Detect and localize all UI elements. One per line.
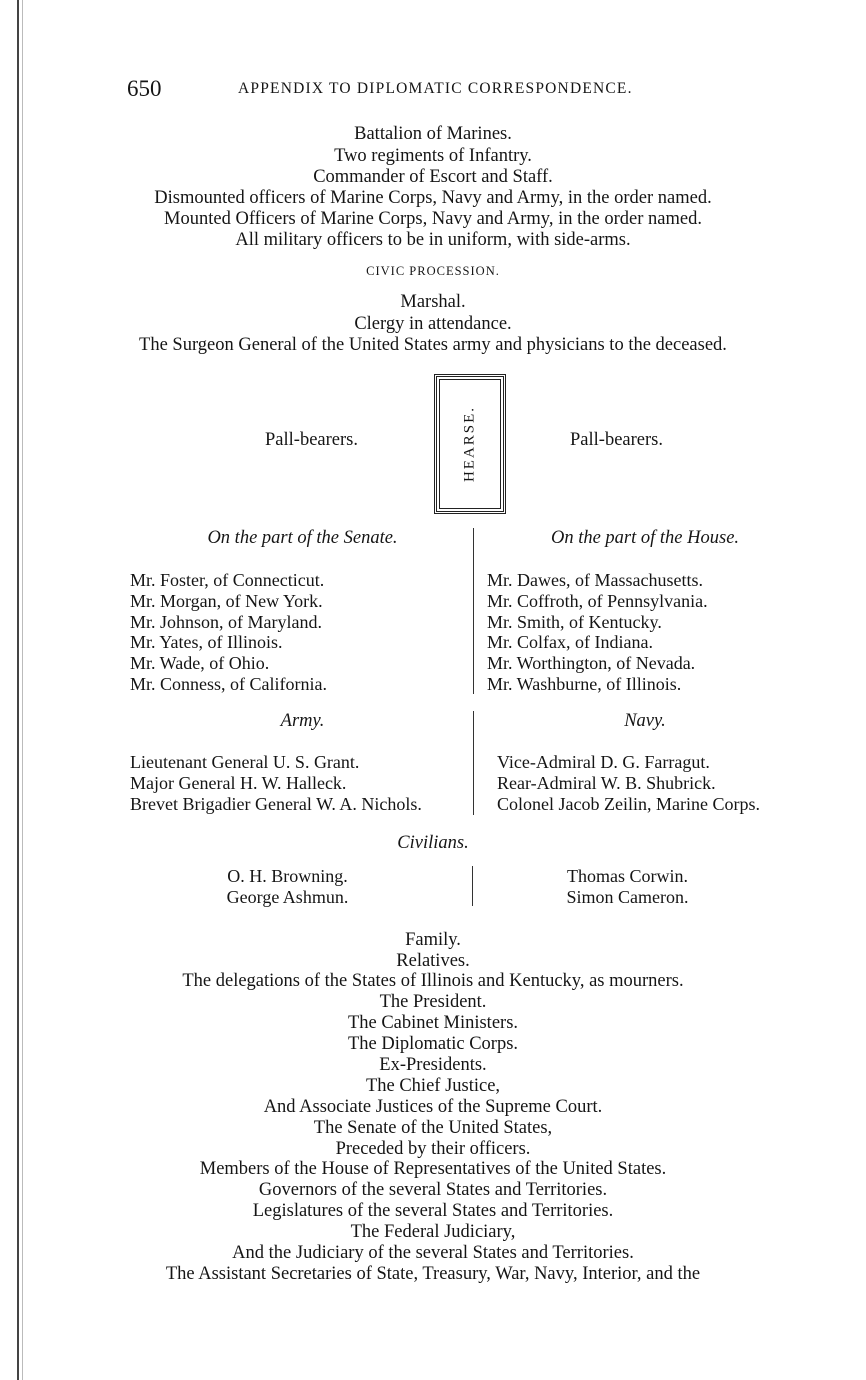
navy-heading: Navy. xyxy=(624,711,666,731)
navy-members xyxy=(497,752,760,814)
procession-line: Members of the House of Representatives of the United States. xyxy=(199,1159,667,1179)
civic-line: The Surgeon General of the United States army and physicians to the deceased. xyxy=(139,335,727,355)
procession-line: The President. xyxy=(379,992,487,1012)
procession-line: The Federal Judiciary, xyxy=(350,1222,516,1242)
procession-line: Commander of Escort and Staff. xyxy=(313,167,553,187)
column-divider xyxy=(473,711,474,815)
procession-line: The Diplomatic Corps. xyxy=(347,1034,519,1054)
procession-line: Legislatures of the several States and Territories. xyxy=(252,1201,614,1221)
civilian: George Ashmun. xyxy=(226,886,349,907)
senate-member: Mr. Johnson, of Maryland. xyxy=(130,611,322,632)
senate-member: Mr. Yates, of Illinois. xyxy=(130,632,283,653)
navy-member: Vice-Admiral D. G. Farragut. xyxy=(497,752,710,772)
civic-procession-heading: CIVIC PROCESSION. xyxy=(366,264,500,278)
army-member: Brevet Brigadier General W. A. Nichols. xyxy=(130,793,422,814)
house-member: Mr. Washburne, of Illinois. xyxy=(487,673,682,694)
procession-line: The Assistant Secretaries of State, Treasury, War, Navy, Interior, and the xyxy=(165,1264,701,1284)
page-number: 650 xyxy=(127,76,162,101)
procession-line: The Senate of the United States, xyxy=(313,1118,553,1138)
procession-line: All military officers to be in uniform, with side-arms. xyxy=(235,230,631,250)
house-member: Mr. Colfax, of Indiana. xyxy=(487,632,653,653)
civilian: O. H. Browning. xyxy=(227,866,348,886)
procession-line: And Associate Justices of the Supreme Court. xyxy=(263,1097,603,1117)
army-member: Lieutenant General U. S. Grant. xyxy=(130,752,360,772)
procession-line: Battalion of Marines. xyxy=(354,124,512,144)
procession-line: Mounted Officers of Marine Corps, Navy and Army, in the order named. xyxy=(164,209,702,229)
procession-line: Relatives. xyxy=(396,951,470,971)
hearse-box xyxy=(434,374,506,514)
column-divider xyxy=(473,528,474,694)
senate-heading: On the part of the Senate. xyxy=(207,528,398,548)
house-member: Mr. Coffroth, of Pennsylvania. xyxy=(487,590,708,611)
house-members xyxy=(487,570,708,695)
senate-member: Mr. Morgan, of New York. xyxy=(130,590,323,611)
civic-line: Marshal. xyxy=(400,292,466,312)
procession-line: The delegations of the States of Illinois and Kentucky, as mourners. xyxy=(182,971,684,991)
pall-bearers-left: Pall-bearers. xyxy=(265,430,358,450)
house-heading: On the part of the House. xyxy=(550,528,740,548)
navy-member: Rear-Admiral W. B. Shubrick. xyxy=(497,772,716,793)
house-member: Mr. Smith, of Kentucky. xyxy=(487,611,662,632)
civic-line: Clergy in attendance. xyxy=(354,314,512,334)
running-title: APPENDIX TO DIPLOMATIC CORRESPONDENCE. xyxy=(238,80,633,97)
army-member: Major General H. W. Halleck. xyxy=(130,772,347,793)
procession-line: And the Judiciary of the several States and Territories. xyxy=(232,1243,634,1263)
senate-member: Mr. Foster, of Connecticut. xyxy=(130,570,325,590)
column-divider xyxy=(472,866,473,906)
army-members xyxy=(130,752,422,814)
procession-line: Ex-Presidents. xyxy=(379,1055,487,1075)
procession-line: The Cabinet Ministers. xyxy=(347,1013,519,1033)
army-heading: Army. xyxy=(280,711,325,731)
navy-member: Colonel Jacob Zeilin, Marine Corps. xyxy=(497,793,760,814)
procession-line: Governors of the several States and Territories. xyxy=(258,1180,608,1200)
house-member: Mr. Dawes, of Massachusetts. xyxy=(487,570,703,590)
procession-line: Family. xyxy=(405,930,461,950)
civilian: Simon Cameron. xyxy=(566,886,689,907)
senate-member: Mr. Wade, of Ohio. xyxy=(130,653,270,674)
hearse-label: HEARSE. xyxy=(461,405,478,483)
procession-line: Dismounted officers of Marine Corps, Navy and Army, in the order named. xyxy=(154,188,712,208)
civilians-heading: Civilians. xyxy=(397,833,469,853)
procession-line: Two regiments of Infantry. xyxy=(334,146,532,166)
civilian: Thomas Corwin. xyxy=(567,866,688,886)
pall-bearers-right: Pall-bearers. xyxy=(570,430,663,450)
procession-line: The Chief Justice, xyxy=(365,1076,501,1096)
house-member: Mr. Worthington, of Nevada. xyxy=(487,653,696,674)
civilians-left xyxy=(170,866,405,908)
senate-members xyxy=(130,570,327,695)
procession-line: Preceded by their officers. xyxy=(335,1139,531,1159)
civilians-right xyxy=(510,866,745,908)
senate-member: Mr. Conness, of California. xyxy=(130,673,327,694)
